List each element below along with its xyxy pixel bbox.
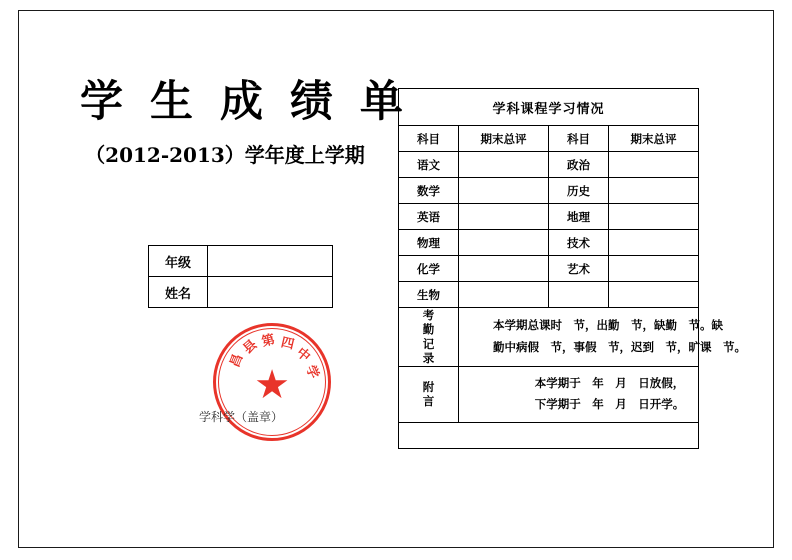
table-row xyxy=(399,282,699,308)
stamp-char: 县 xyxy=(240,337,261,358)
stamp-char: 四 xyxy=(279,335,296,353)
mark-cell[interactable] xyxy=(459,282,549,308)
grade-label: 年级 xyxy=(149,246,208,277)
subject-cell: 物理 xyxy=(399,230,459,256)
mark-cell[interactable] xyxy=(609,204,699,230)
subject-cell: 语文 xyxy=(399,152,459,178)
mark-cell[interactable] xyxy=(459,204,549,230)
subject-cell: 数学 xyxy=(399,178,459,204)
subject-cell: 化学 xyxy=(399,256,459,282)
course-score-table xyxy=(398,88,746,449)
subject-cell: 英语 xyxy=(399,204,459,230)
subject-cell: 历史 xyxy=(549,178,609,204)
attendance-row xyxy=(399,308,699,367)
name-label: 姓名 xyxy=(149,277,208,308)
mark-cell[interactable] xyxy=(459,256,549,282)
mark-cell[interactable] xyxy=(459,178,549,204)
stamp-char: 昌 xyxy=(227,351,247,370)
table-header-row xyxy=(399,126,699,152)
table-row xyxy=(399,230,699,256)
mark-cell[interactable] xyxy=(459,230,549,256)
attendance-label: 考 勤 记 录 xyxy=(399,308,459,367)
subject-cell: 生物 xyxy=(399,282,459,308)
page-title: 学 生 成 绩 单 xyxy=(80,77,409,127)
mark-cell[interactable] xyxy=(459,152,549,178)
grade-field[interactable] xyxy=(208,246,333,277)
score-table-title: 学科课程学习情况 xyxy=(399,89,699,126)
table-row xyxy=(149,277,333,308)
bottom-blank-cell xyxy=(399,423,699,449)
appendix-line-1: 本学期于 年 月 日放假， xyxy=(534,375,685,390)
appendix-note xyxy=(459,366,699,423)
subject-cell xyxy=(549,282,609,308)
title-block xyxy=(80,77,409,168)
stamp-char: 第 xyxy=(260,332,277,350)
subject-cell: 政治 xyxy=(549,152,609,178)
mark-cell[interactable] xyxy=(609,230,699,256)
appendix-label: 附 言 xyxy=(399,366,459,423)
subject-cell: 艺术 xyxy=(549,256,609,282)
mark-cell[interactable] xyxy=(609,178,699,204)
table-row xyxy=(399,204,699,230)
attendance-line-1: 本学期总课时 节，出勤 节，缺勤 节。缺 xyxy=(493,317,723,332)
table-title-row xyxy=(399,89,699,126)
official-stamp xyxy=(199,323,337,447)
mark-cell[interactable] xyxy=(609,256,699,282)
mark-cell[interactable] xyxy=(609,152,699,178)
header-mark-right: 期末总评 xyxy=(609,126,699,152)
table-row xyxy=(149,246,333,277)
attendance-line-2: 勤中病假 节，事假 节，迟到 节，旷课 节。 xyxy=(493,339,746,354)
table-row xyxy=(399,256,699,282)
stamp-char: 学 xyxy=(302,363,322,382)
stamp-char: 中 xyxy=(293,345,313,366)
attendance-note xyxy=(459,308,746,367)
name-field[interactable] xyxy=(208,277,333,308)
appendix-line-2: 下学期于 年 月 日开学。 xyxy=(534,397,685,412)
appendix-row xyxy=(399,366,699,423)
seal-caption: 学科学（盖章） xyxy=(199,410,284,424)
mark-cell[interactable] xyxy=(609,282,699,308)
page-subtitle: （2012-2013）学年度上学期 xyxy=(85,143,365,168)
star-icon: ★ xyxy=(254,362,290,407)
header-subject-left: 科目 xyxy=(399,126,459,152)
subject-cell: 技术 xyxy=(549,230,609,256)
subject-cell: 地理 xyxy=(549,204,609,230)
table-row xyxy=(399,178,699,204)
student-info-table xyxy=(148,245,333,308)
table-row xyxy=(399,152,699,178)
table-row-empty xyxy=(399,423,699,449)
header-subject-right: 科目 xyxy=(549,126,609,152)
header-mark-left: 期末总评 xyxy=(459,126,549,152)
